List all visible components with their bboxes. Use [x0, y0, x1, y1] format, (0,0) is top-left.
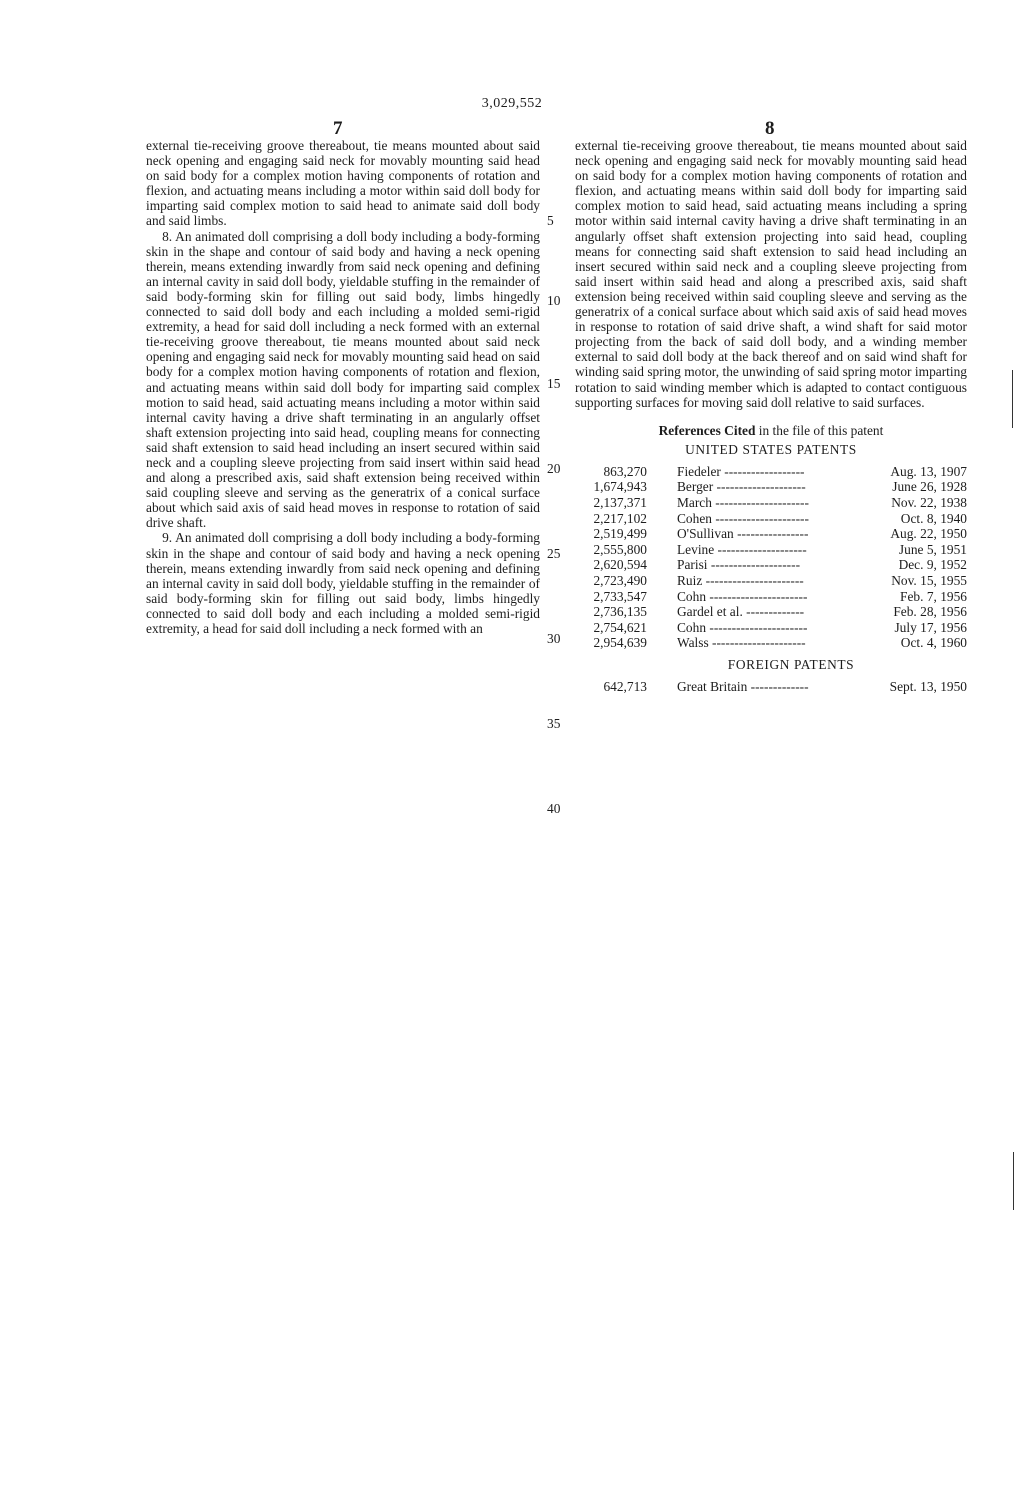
patent-number-cell: 863,270: [603, 463, 647, 479]
patent-number-cell: 2,137,371: [593, 495, 647, 511]
reference-row: [575, 589, 967, 605]
inventor-cell: Parisi --------------------: [677, 557, 801, 573]
claim-9: 9. An animated doll comprising a doll body including a body-forming skin in the shape and contour of said body and having a neck opening therein, means extending inwardly from said neck opening and defining an internal cavity in said doll body, yieldable stuffing in the remainder of said body-forming skin for filling out said body, limbs hingedly connected to said doll body and each including a molded semi-rigid extremity, a head for said doll including a neck formed with an: [146, 530, 540, 636]
date-cell: Oct. 8, 1940: [900, 510, 967, 526]
scan-mark: [1012, 370, 1013, 428]
claim-continuation: external tie-receiving groove thereabout, tie means mounted about said neck opening and engaging said neck for movably mounting said head on said body for a complex motion having components of rotation and flexion, and actuating means including a motor within said doll body for imparting said complex motion to said head to animate said doll body and said limbs.: [146, 138, 540, 229]
inventor-cell: Fiedeler ------------------: [677, 463, 805, 479]
inventor-cell: Levine --------------------: [677, 541, 807, 557]
patent-number-cell: 2,954,639: [593, 635, 647, 651]
scan-mark: [1013, 1152, 1014, 1210]
inventor-cell: Gardel et al. -------------: [677, 604, 805, 620]
inventor-cell: O'Sullivan ----------------: [677, 526, 809, 542]
reference-row: [575, 635, 967, 651]
patent-number-cell: 1,674,943: [593, 479, 647, 495]
line-number: 25: [547, 546, 561, 561]
inventor-cell: Berger --------------------: [677, 479, 806, 495]
reference-row: [575, 526, 967, 542]
reference-row: [575, 557, 967, 573]
patent-number-cell: 2,754,621: [593, 619, 647, 635]
patent-number: 3,029,552: [481, 96, 543, 111]
date-cell: Oct. 4, 1960: [900, 635, 967, 651]
claim-8: 8. An animated doll comprising a doll body including a body-forming skin in the shape and contour of said body and having a neck opening therein, means extending inwardly from said neck opening and defining an internal cavity in said doll body, yieldable stuffing in the remainder of said body-forming skin for filling out said body, limbs hingedly connected to said doll body and each including a molded semi-rigid extremity, a head for said doll including a neck formed with an external tie-receiving groove thereabout, tie means mounted about said neck opening and engaging said neck for movably mounting said head on said body for a complex motion having components of rotation and flexion, and actuating means within said doll body for imparting said complex motion to said head, said actuating means including a motor within said internal cavity having a drive shaft terminating in an angularly offset shaft extension projecting into said head, coupling means for connecting said shaft extension to said head including an insert secured within said neck and a coupling sleeve projecting from said insert within said head and along a prescribed axis, said shaft extension being received within said coupling sleeve and serving as the generatrix of a conical surface about which said axis of said head moves in response to rotation of said drive shaft.: [146, 228, 540, 531]
references-title-rest: in the file of this patent: [755, 422, 884, 438]
right-column: [575, 138, 967, 695]
foreign-patents-heading: FOREIGN PATENTS: [727, 657, 855, 672]
inventor-cell: Walss ---------------------: [677, 635, 806, 651]
inventor-cell: Cohn ----------------------: [677, 619, 808, 635]
date-cell: Nov. 15, 1955: [891, 573, 967, 589]
line-number: 10: [547, 293, 561, 308]
left-column: [146, 138, 540, 636]
date-cell: Dec. 9, 1952: [898, 557, 967, 573]
patent-number-cell: 2,733,547: [593, 588, 647, 604]
line-number: 5: [547, 213, 554, 228]
line-number: 15: [547, 376, 561, 391]
patent-number-cell: 2,736,135: [593, 604, 647, 620]
date-cell: Sept. 13, 1950: [889, 679, 967, 695]
references-title: [575, 423, 967, 438]
inventor-cell: Cohen ---------------------: [677, 510, 809, 526]
us-patents-table: [575, 464, 967, 651]
reference-row: [575, 679, 967, 695]
inventor-cell: Ruiz ----------------------: [677, 573, 804, 589]
date-cell: Aug. 13, 1907: [890, 463, 967, 479]
patent-number-cell: 2,723,490: [593, 573, 647, 589]
inventor-cell: Great Britain -------------: [677, 679, 809, 695]
date-cell: July 17, 1956: [894, 619, 967, 635]
patent-number-cell: 2,555,800: [593, 541, 647, 557]
right-page-number: 8: [765, 118, 775, 139]
patent-number-cell: 2,519,499: [593, 526, 647, 542]
date-cell: Feb. 7, 1956: [900, 588, 967, 604]
reference-row: [575, 495, 967, 511]
reference-row: [575, 479, 967, 495]
date-cell: Aug. 22, 1950: [890, 526, 967, 542]
foreign-patents-table: [575, 679, 967, 695]
reference-row: [575, 542, 967, 558]
date-cell: Feb. 28, 1956: [893, 604, 967, 620]
line-number: 20: [547, 461, 561, 476]
date-cell: Nov. 22, 1938: [891, 495, 967, 511]
claim-9-continuation: external tie-receiving groove thereabout, tie means mounted about said neck opening and engaging said neck for movably mounting said head on said body for a complex motion having components of rotation and flexion, and actuating means within said doll body for imparting said complex motion to said head, said actuating means including a spring motor within said internal cavity having a drive shaft terminating in an angularly offset shaft extension projecting into said head, coupling means for connecting said shaft extension to said head including an insert secured within said neck and a coupling sleeve projecting from said insert within said head and along a prescribed axis, said shaft extension being received within said coupling sleeve and serving as the generatrix of a conical surface about which said axis of said head moves in response to rotation of said drive shaft, a wind shaft for said motor projecting from the back of said doll body, and a winding member external to said doll body at the back thereof and on said wind shaft for winding said spring motor, the unwinding of said spring motor imparting rotation to said winding member which is adapted to contact contiguous supporting surfaces for moving said doll relative to said surfaces.: [575, 138, 967, 410]
date-cell: June 5, 1951: [898, 541, 967, 557]
line-number: 35: [547, 716, 561, 731]
reference-row: [575, 573, 967, 589]
patent-number-cell: 2,217,102: [593, 510, 647, 526]
reference-row: [575, 464, 967, 480]
line-number: 30: [547, 631, 561, 646]
patent-number-cell: 2,620,594: [593, 557, 647, 573]
date-cell: June 26, 1928: [892, 479, 967, 495]
inventor-cell: March ---------------------: [677, 495, 809, 511]
references-title-bold: References Cited: [658, 422, 756, 438]
reference-row: [575, 511, 967, 527]
line-number: 40: [547, 801, 561, 816]
inventor-cell: Cohn ----------------------: [677, 588, 808, 604]
us-patents-heading: UNITED STATES PATENTS: [685, 441, 857, 457]
left-page-number: 7: [333, 118, 343, 139]
reference-row: [575, 620, 967, 636]
reference-row: [575, 604, 967, 620]
patent-number-cell: 642,713: [603, 679, 647, 695]
